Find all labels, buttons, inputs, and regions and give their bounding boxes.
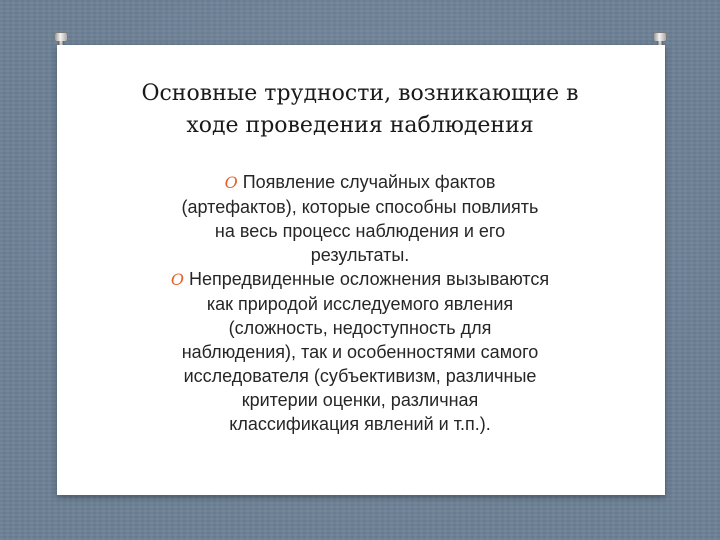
bullet-marker-icon: O: [224, 173, 238, 192]
bullet-2-line-7: классификация явлений и т.п.).: [229, 414, 491, 434]
bullet-2-line-6: критерии оценки, различная: [241, 390, 479, 410]
bullet-item-1: [100, 170, 620, 267]
slide-title-line-2: ходе проведения наблюдения: [186, 113, 534, 138]
bullet-1-line-4: результаты.: [310, 245, 410, 265]
bullet-2-line-1: Непредвиденные осложнения вызываются: [189, 269, 550, 289]
slide-title-line-1: Основные трудности, возникающие в: [141, 81, 579, 106]
bullet-list: [100, 170, 620, 436]
bullet-item-2: [100, 267, 620, 436]
bullet-2-line-2: как природой исследуемого явления: [206, 294, 514, 314]
bullet-marker-icon: O: [170, 270, 185, 289]
bullet-2-line-3: (сложность, недоступность для: [228, 318, 492, 338]
bullet-1-line-3: на весь процесс наблюдения и его: [214, 221, 506, 241]
bullet-2-line-4: наблюдения), так и особенностями самого: [181, 342, 539, 362]
bullet-2-line-5: исследователя (субъективизм, различные: [183, 366, 537, 386]
bullet-1-line-2: (артефактов), которые способны повлиять: [181, 197, 539, 217]
bullet-1-line-1: Появление случайных фактов: [242, 172, 496, 192]
slide-title: [80, 78, 640, 142]
